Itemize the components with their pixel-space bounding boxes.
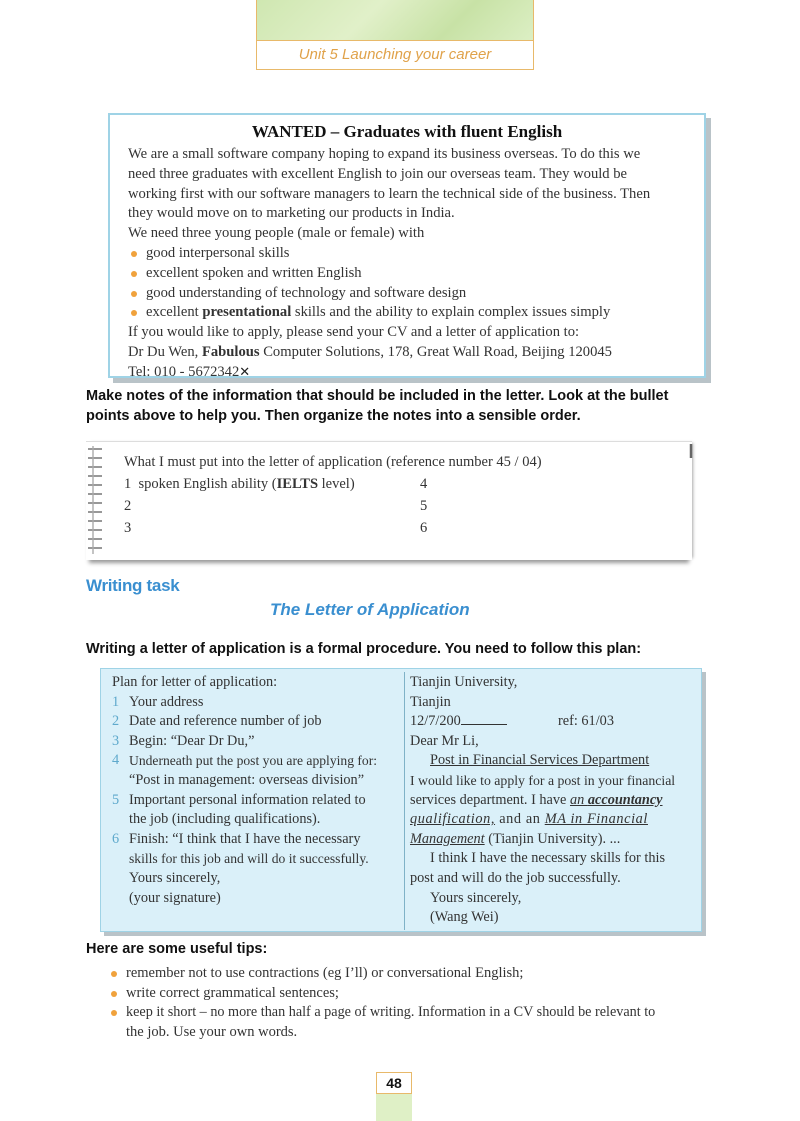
- requirements-list: [128, 244, 686, 323]
- ad-line: they would move on to marketing our products in India.: [128, 205, 455, 222]
- plan-item: 4 Underneath put the post you are applying for: “Post in management: overseas division”: [112, 752, 378, 788]
- contact-tel: Tel: 010 - 5672342✕: [128, 363, 251, 380]
- tip-item: remember not to use contractions (eg I’ll) or conversational English;: [106, 964, 716, 984]
- job-advertisement: [108, 113, 706, 378]
- instruction-line: points above to help you. Then organize the notes into a sensible order.: [86, 408, 581, 424]
- example-body: services department. I have an accountancy: [410, 791, 663, 808]
- page-curl-mark: [688, 444, 694, 460]
- unit-header-tab: [256, 0, 534, 70]
- requirement-item: excellent spoken and written English: [128, 264, 686, 284]
- column-divider: [404, 672, 405, 930]
- example-date-ref: 12/7/200 ref: 61/03: [410, 713, 614, 730]
- ad-line: need three graduates with excellent English to join our overseas team. They would be: [128, 165, 628, 182]
- notes-item: 4: [420, 476, 428, 492]
- writing-intro: Writing a letter of application is a formal procedure. You need to follow this plan:: [86, 641, 642, 657]
- contact-address: Dr Du Wen, Fabulous Computer Solutions, 178, Great Wall Road, Beijing 120045: [128, 343, 612, 360]
- ad-line: We need three young people (male or female) with: [128, 225, 425, 242]
- notes-heading: What I must put into the letter of application (reference number 45 / 04): [124, 454, 542, 470]
- example-address: Tianjin University,: [410, 674, 518, 690]
- letter-title: The Letter of Application: [270, 600, 470, 619]
- requirement-item: excellent presentational skills and the ability to explain complex issues simply: [128, 303, 686, 323]
- header-decoration: [257, 0, 533, 41]
- example-body: qualification, and an MA in Financial: [410, 811, 648, 828]
- notes-item: 5: [420, 498, 428, 514]
- example-name: (Wang Wei): [430, 909, 499, 926]
- example-letter: [410, 673, 700, 928]
- plan-item: 2 Date and reference number of job: [112, 713, 322, 730]
- requirement-item: good understanding of technology and software design: [128, 284, 686, 304]
- tip-item: write correct grammatical sentences;: [106, 984, 716, 1004]
- example-body: Management (Tianjin University). ...: [410, 830, 621, 847]
- plan-item: 3 Begin: “Dear Dr Du,”: [112, 732, 255, 749]
- plan-item: 6 Finish: “I think that I have the necessary skills for this job and will do it successfully. Yours sincerely, (your signature): [112, 830, 369, 906]
- writing-task-heading: Writing task: [86, 576, 180, 595]
- example-body: I would like to apply for a post in your financial: [410, 772, 676, 788]
- unit-title: Unit 5 Launching your career: [298, 46, 492, 63]
- plan-column: [112, 673, 402, 908]
- notes-item: 6: [420, 520, 428, 536]
- spiral-binding-icon: [86, 446, 110, 554]
- tips-heading: Here are some useful tips:: [86, 941, 268, 957]
- ad-title: WANTED – Graduates with fluent English: [251, 122, 563, 141]
- page-number-tab: [376, 1090, 412, 1121]
- tip-item: keep it short – no more than half a page of writing. Information in a CV should be relevant to the job. Use your own words.: [106, 1003, 716, 1042]
- plan-header: Plan for letter of application:: [112, 674, 278, 690]
- ad-line: We are a small software company hoping to expand its business overseas. To do this we: [128, 146, 641, 162]
- notes-item: 2: [124, 498, 132, 514]
- instruction-line: Make notes of the information that should be included in the letter. Look at the bullet: [86, 388, 669, 404]
- example-greeting: Dear Mr Li,: [410, 732, 479, 749]
- tips-list: [106, 964, 716, 1042]
- page-number: 48: [376, 1072, 412, 1094]
- plan-item: 1 Your address: [112, 693, 204, 710]
- example-signoff: Yours sincerely,: [430, 889, 522, 906]
- notes-item: 1 spoken English ability (IELTS level): [124, 476, 355, 492]
- apply-instruction: If you would like to apply, please send your CV and a letter of application to:: [128, 324, 580, 341]
- example-closing: post and will do the job successfully.: [410, 869, 621, 886]
- example-post: Post in Financial Services Department: [430, 752, 650, 769]
- example-closing: I think I have the necessary skills for this: [430, 850, 666, 867]
- notes-item: 3: [124, 520, 132, 536]
- example-address: Tianjin: [410, 693, 451, 710]
- ad-line: working first with our software managers to learn the technical side of the business. Then: [128, 185, 651, 202]
- plan-item: 5 Important personal information related to the job (including qualifications).: [112, 791, 366, 828]
- x-mark-icon: ✕: [239, 364, 251, 380]
- requirement-item: good interpersonal skills: [128, 244, 686, 264]
